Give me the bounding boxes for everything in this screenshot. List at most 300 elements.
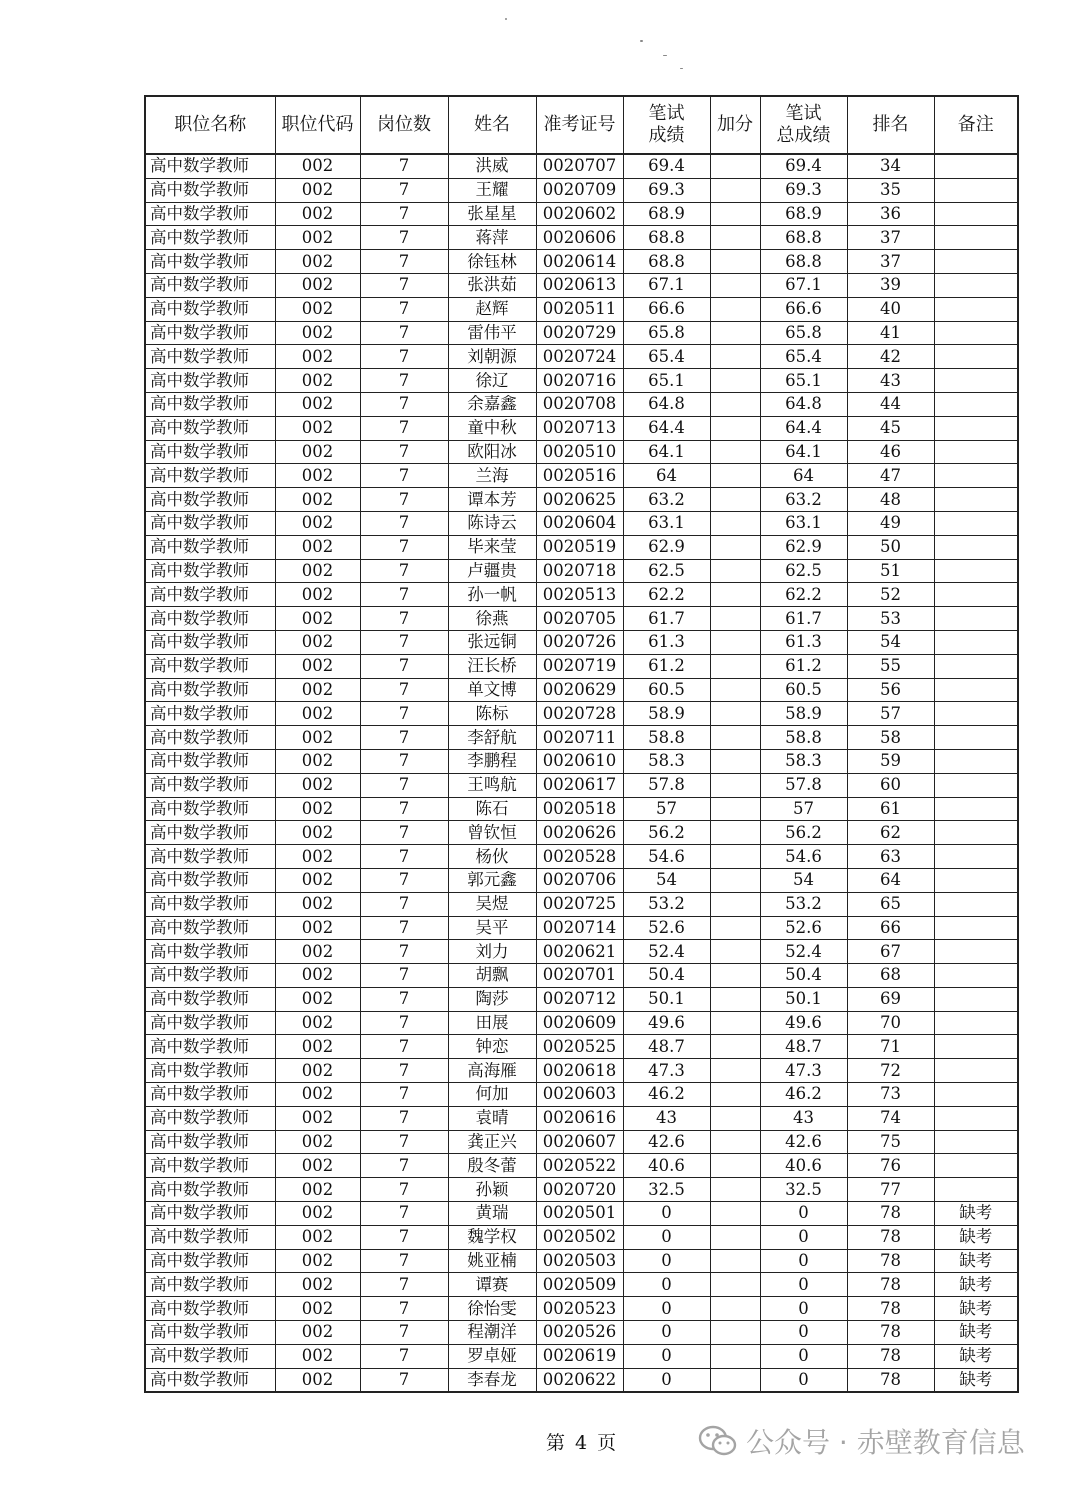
cell-total-score: 61.2 [760, 654, 847, 678]
cell-remark [934, 226, 1018, 250]
cell-position-name: 高中数学教师 [145, 559, 275, 583]
cell-ticket-no: 0020716 [536, 369, 623, 393]
table-row [145, 250, 1018, 274]
table-row [145, 1035, 1018, 1059]
cell-openings: 7 [360, 987, 448, 1011]
table-row [145, 202, 1018, 226]
cell-bonus [710, 964, 760, 988]
cell-position-code: 002 [275, 940, 360, 964]
cell-ticket-no: 0020725 [536, 892, 623, 916]
cell-name: 张星星 [448, 202, 536, 226]
cell-bonus [710, 726, 760, 750]
cell-openings: 7 [360, 202, 448, 226]
cell-remark [934, 821, 1018, 845]
cell-bonus [710, 916, 760, 940]
cell-name: 陈标 [448, 702, 536, 726]
cell-ticket-no: 0020621 [536, 940, 623, 964]
cell-position-code: 002 [275, 1297, 360, 1321]
cell-position-code: 002 [275, 1368, 360, 1392]
table-row [145, 226, 1018, 250]
cell-written-score: 64.8 [623, 392, 710, 416]
cell-name: 卢疆贵 [448, 559, 536, 583]
cell-written-score: 53.2 [623, 892, 710, 916]
cell-total-score: 0 [760, 1273, 847, 1297]
cell-written-score: 64 [623, 464, 710, 488]
cell-position-code: 002 [275, 440, 360, 464]
cell-rank: 78 [847, 1249, 934, 1273]
cell-position-name: 高中数学教师 [145, 440, 275, 464]
cell-position-code: 002 [275, 369, 360, 393]
cell-written-score: 65.1 [623, 369, 710, 393]
cell-bonus [710, 154, 760, 178]
header-position-code: 职位代码 [275, 96, 360, 154]
cell-remark [934, 987, 1018, 1011]
cell-ticket-no: 0020619 [536, 1344, 623, 1368]
cell-position-name: 高中数学教师 [145, 654, 275, 678]
cell-remark [934, 369, 1018, 393]
cell-remark: 缺考 [934, 1273, 1018, 1297]
table-row [145, 321, 1018, 345]
cell-remark: 缺考 [934, 1225, 1018, 1249]
cell-rank: 60 [847, 773, 934, 797]
cell-total-score: 68.9 [760, 202, 847, 226]
cell-bonus [710, 892, 760, 916]
cell-position-name: 高中数学教师 [145, 345, 275, 369]
cell-openings: 7 [360, 1130, 448, 1154]
cell-total-score: 50.1 [760, 987, 847, 1011]
cell-bonus [710, 178, 760, 202]
cell-written-score: 0 [623, 1202, 710, 1226]
cell-name: 赵辉 [448, 297, 536, 321]
cell-bonus [710, 1106, 760, 1130]
table-row [145, 273, 1018, 297]
cell-position-code: 002 [275, 1321, 360, 1345]
cell-total-score: 65.4 [760, 345, 847, 369]
cell-name: 洪威 [448, 154, 536, 178]
table-row [145, 369, 1018, 393]
cell-written-score: 0 [623, 1225, 710, 1249]
cell-remark [934, 940, 1018, 964]
cell-position-name: 高中数学教师 [145, 1297, 275, 1321]
cell-ticket-no: 0020711 [536, 726, 623, 750]
cell-openings: 7 [360, 1297, 448, 1321]
cell-total-score: 53.2 [760, 892, 847, 916]
table-row [145, 964, 1018, 988]
cell-ticket-no: 0020616 [536, 1106, 623, 1130]
cell-position-name: 高中数学教师 [145, 773, 275, 797]
cell-openings: 7 [360, 1154, 448, 1178]
cell-openings: 7 [360, 559, 448, 583]
cell-position-name: 高中数学教师 [145, 321, 275, 345]
cell-remark [934, 892, 1018, 916]
cell-name: 田展 [448, 1011, 536, 1035]
cell-total-score: 58.3 [760, 749, 847, 773]
header-name: 姓名 [448, 96, 536, 154]
cell-name: 谭本芳 [448, 488, 536, 512]
cell-rank: 61 [847, 797, 934, 821]
cell-position-name: 高中数学教师 [145, 1225, 275, 1249]
cell-position-name: 高中数学教师 [145, 702, 275, 726]
table-row [145, 1083, 1018, 1107]
cell-bonus [710, 440, 760, 464]
cell-ticket-no: 0020523 [536, 1297, 623, 1321]
cell-ticket-no: 0020519 [536, 535, 623, 559]
cell-bonus [710, 1273, 760, 1297]
table-row [145, 1202, 1018, 1226]
cell-total-score: 58.8 [760, 726, 847, 750]
cell-bonus [710, 1035, 760, 1059]
cell-name: 郭元鑫 [448, 868, 536, 892]
cell-rank: 71 [847, 1035, 934, 1059]
cell-position-name: 高中数学教师 [145, 1249, 275, 1273]
cell-written-score: 32.5 [623, 1178, 710, 1202]
cell-position-code: 002 [275, 964, 360, 988]
table-row [145, 797, 1018, 821]
cell-rank: 37 [847, 250, 934, 274]
cell-written-score: 61.2 [623, 654, 710, 678]
cell-total-score: 52.4 [760, 940, 847, 964]
cell-position-name: 高中数学教师 [145, 1202, 275, 1226]
cell-name: 黄瑞 [448, 1202, 536, 1226]
cell-total-score: 52.6 [760, 916, 847, 940]
table-row [145, 297, 1018, 321]
cell-ticket-no: 0020708 [536, 392, 623, 416]
cell-openings: 7 [360, 678, 448, 702]
cell-ticket-no: 0020705 [536, 607, 623, 631]
cell-bonus [710, 1130, 760, 1154]
cell-written-score: 43 [623, 1106, 710, 1130]
cell-written-score: 68.8 [623, 250, 710, 274]
cell-position-name: 高中数学教师 [145, 1083, 275, 1107]
cell-position-name: 高中数学教师 [145, 297, 275, 321]
cell-bonus [710, 583, 760, 607]
cell-total-score: 0 [760, 1225, 847, 1249]
cell-total-score: 0 [760, 1368, 847, 1392]
cell-remark [934, 797, 1018, 821]
table-row [145, 630, 1018, 654]
cell-position-code: 002 [275, 1059, 360, 1083]
cell-rank: 45 [847, 416, 934, 440]
cell-total-score: 57 [760, 797, 847, 821]
cell-ticket-no: 0020729 [536, 321, 623, 345]
table-row [145, 678, 1018, 702]
cell-position-code: 002 [275, 868, 360, 892]
cell-name: 刘朝源 [448, 345, 536, 369]
table-row [145, 1059, 1018, 1083]
cell-remark [934, 630, 1018, 654]
cell-openings: 7 [360, 464, 448, 488]
cell-rank: 68 [847, 964, 934, 988]
cell-position-name: 高中数学教师 [145, 868, 275, 892]
cell-written-score: 47.3 [623, 1059, 710, 1083]
cell-position-code: 002 [275, 154, 360, 178]
cell-openings: 7 [360, 273, 448, 297]
header-bonus: 加分 [710, 96, 760, 154]
cell-name: 罗卓娅 [448, 1344, 536, 1368]
cell-ticket-no: 0020501 [536, 1202, 623, 1226]
cell-remark [934, 440, 1018, 464]
cell-remark [934, 702, 1018, 726]
cell-openings: 7 [360, 749, 448, 773]
cell-ticket-no: 0020617 [536, 773, 623, 797]
cell-position-code: 002 [275, 250, 360, 274]
cell-openings: 7 [360, 773, 448, 797]
cell-bonus [710, 607, 760, 631]
cell-ticket-no: 0020528 [536, 845, 623, 869]
cell-openings: 7 [360, 1344, 448, 1368]
cell-total-score: 50.4 [760, 964, 847, 988]
table-row [145, 1154, 1018, 1178]
cell-openings: 7 [360, 1368, 448, 1392]
cell-written-score: 49.6 [623, 1011, 710, 1035]
cell-written-score: 60.5 [623, 678, 710, 702]
cell-bonus [710, 940, 760, 964]
cell-total-score: 68.8 [760, 250, 847, 274]
cell-rank: 72 [847, 1059, 934, 1083]
cell-ticket-no: 0020713 [536, 416, 623, 440]
cell-total-score: 54 [760, 868, 847, 892]
cell-bonus [710, 1202, 760, 1226]
cell-openings: 7 [360, 630, 448, 654]
cell-openings: 7 [360, 821, 448, 845]
cell-ticket-no: 0020622 [536, 1368, 623, 1392]
cell-remark [934, 297, 1018, 321]
cell-openings: 7 [360, 916, 448, 940]
cell-written-score: 52.6 [623, 916, 710, 940]
cell-written-score: 54 [623, 868, 710, 892]
cell-bonus [710, 987, 760, 1011]
cell-total-score: 43 [760, 1106, 847, 1130]
cell-position-code: 002 [275, 1154, 360, 1178]
header-ticket-no: 准考证号 [536, 96, 623, 154]
cell-ticket-no: 0020511 [536, 297, 623, 321]
cell-position-code: 002 [275, 1202, 360, 1226]
cell-total-score: 56.2 [760, 821, 847, 845]
cell-bonus [710, 868, 760, 892]
cell-written-score: 57.8 [623, 773, 710, 797]
cell-bonus [710, 1011, 760, 1035]
cell-total-score: 65.8 [760, 321, 847, 345]
cell-total-score: 58.9 [760, 702, 847, 726]
header-total-score [760, 96, 847, 154]
scan-speck [505, 18, 507, 20]
cell-position-code: 002 [275, 1011, 360, 1035]
cell-rank: 37 [847, 226, 934, 250]
cell-rank: 70 [847, 1011, 934, 1035]
cell-position-code: 002 [275, 416, 360, 440]
cell-position-code: 002 [275, 773, 360, 797]
cell-written-score: 62.2 [623, 583, 710, 607]
cell-rank: 62 [847, 821, 934, 845]
cell-remark [934, 392, 1018, 416]
cell-position-code: 002 [275, 845, 360, 869]
cell-name: 吴煜 [448, 892, 536, 916]
header-total-score-line1: 笔试 [785, 103, 822, 124]
cell-written-score: 62.5 [623, 559, 710, 583]
cell-rank: 43 [847, 369, 934, 393]
cell-name: 胡飘 [448, 964, 536, 988]
watermark [698, 1423, 1025, 1459]
cell-total-score: 64.1 [760, 440, 847, 464]
cell-rank: 57 [847, 702, 934, 726]
cell-rank: 48 [847, 488, 934, 512]
cell-ticket-no: 0020706 [536, 868, 623, 892]
cell-ticket-no: 0020604 [536, 511, 623, 535]
cell-name: 谭赛 [448, 1273, 536, 1297]
cell-position-code: 002 [275, 678, 360, 702]
scan-speck [640, 40, 643, 42]
table-row [145, 345, 1018, 369]
cell-rank: 77 [847, 1178, 934, 1202]
cell-written-score: 61.7 [623, 607, 710, 631]
table-row [145, 1011, 1018, 1035]
table-row [145, 916, 1018, 940]
cell-ticket-no: 0020614 [536, 250, 623, 274]
cell-ticket-no: 0020726 [536, 630, 623, 654]
table-row [145, 821, 1018, 845]
cell-position-code: 002 [275, 559, 360, 583]
cell-written-score: 48.7 [623, 1035, 710, 1059]
table-row [145, 940, 1018, 964]
cell-total-score: 64.4 [760, 416, 847, 440]
cell-bonus [710, 345, 760, 369]
cell-name: 曾钦恒 [448, 821, 536, 845]
cell-ticket-no: 0020510 [536, 440, 623, 464]
cell-position-code: 002 [275, 321, 360, 345]
cell-written-score: 52.4 [623, 940, 710, 964]
cell-position-name: 高中数学教师 [145, 273, 275, 297]
cell-name: 徐怡雯 [448, 1297, 536, 1321]
cell-name: 雷伟平 [448, 321, 536, 345]
cell-position-code: 002 [275, 987, 360, 1011]
cell-name: 余嘉鑫 [448, 392, 536, 416]
cell-remark [934, 202, 1018, 226]
cell-rank: 76 [847, 1154, 934, 1178]
cell-openings: 7 [360, 726, 448, 750]
cell-ticket-no: 0020526 [536, 1321, 623, 1345]
cell-position-code: 002 [275, 1106, 360, 1130]
cell-bonus [710, 250, 760, 274]
cell-ticket-no: 0020522 [536, 1154, 623, 1178]
table-row [145, 987, 1018, 1011]
cell-remark [934, 726, 1018, 750]
cell-position-name: 高中数学教师 [145, 488, 275, 512]
header-position-name: 职位名称 [145, 96, 275, 154]
cell-position-name: 高中数学教师 [145, 892, 275, 916]
cell-position-name: 高中数学教师 [145, 678, 275, 702]
cell-openings: 7 [360, 583, 448, 607]
cell-written-score: 0 [623, 1297, 710, 1321]
cell-position-name: 高中数学教师 [145, 1035, 275, 1059]
cell-position-name: 高中数学教师 [145, 1368, 275, 1392]
table-row [145, 726, 1018, 750]
cell-written-score: 65.4 [623, 345, 710, 369]
cell-remark [934, 273, 1018, 297]
cell-openings: 7 [360, 702, 448, 726]
cell-written-score: 40.6 [623, 1154, 710, 1178]
cell-rank: 42 [847, 345, 934, 369]
cell-rank: 54 [847, 630, 934, 654]
cell-openings: 7 [360, 1011, 448, 1035]
cell-total-score: 67.1 [760, 273, 847, 297]
cell-remark [934, 583, 1018, 607]
cell-total-score: 48.7 [760, 1035, 847, 1059]
cell-name: 李舒航 [448, 726, 536, 750]
cell-written-score: 62.9 [623, 535, 710, 559]
page-number: 第 4 页 [546, 1432, 619, 1454]
cell-position-code: 002 [275, 797, 360, 821]
cell-written-score: 0 [623, 1368, 710, 1392]
cell-position-name: 高中数学教师 [145, 916, 275, 940]
cell-name: 高海雁 [448, 1059, 536, 1083]
cell-remark [934, 511, 1018, 535]
cell-position-name: 高中数学教师 [145, 1130, 275, 1154]
cell-remark [934, 250, 1018, 274]
cell-total-score: 0 [760, 1202, 847, 1226]
cell-name: 陈石 [448, 797, 536, 821]
cell-ticket-no: 0020503 [536, 1249, 623, 1273]
cell-bonus [710, 273, 760, 297]
cell-total-score: 65.1 [760, 369, 847, 393]
cell-position-name: 高中数学教师 [145, 749, 275, 773]
cell-written-score: 0 [623, 1321, 710, 1345]
cell-openings: 7 [360, 488, 448, 512]
cell-position-name: 高中数学教师 [145, 630, 275, 654]
cell-openings: 7 [360, 964, 448, 988]
cell-openings: 7 [360, 511, 448, 535]
cell-openings: 7 [360, 1035, 448, 1059]
cell-remark [934, 464, 1018, 488]
cell-openings: 7 [360, 535, 448, 559]
cell-name: 陈诗云 [448, 511, 536, 535]
table-row [145, 1130, 1018, 1154]
cell-position-name: 高中数学教师 [145, 987, 275, 1011]
cell-rank: 63 [847, 845, 934, 869]
cell-ticket-no: 0020701 [536, 964, 623, 988]
table-row [145, 416, 1018, 440]
cell-name: 孙颖 [448, 1178, 536, 1202]
cell-rank: 44 [847, 392, 934, 416]
cell-position-code: 002 [275, 1344, 360, 1368]
cell-remark [934, 416, 1018, 440]
cell-remark [934, 845, 1018, 869]
cell-position-name: 高中数学教师 [145, 583, 275, 607]
cell-ticket-no: 0020709 [536, 178, 623, 202]
cell-ticket-no: 0020714 [536, 916, 623, 940]
cell-ticket-no: 0020509 [536, 1273, 623, 1297]
cell-name: 汪长桥 [448, 654, 536, 678]
table-row [145, 1249, 1018, 1273]
cell-written-score: 0 [623, 1344, 710, 1368]
cell-name: 欧阳冰 [448, 440, 536, 464]
cell-position-name: 高中数学教师 [145, 416, 275, 440]
cell-bonus [710, 226, 760, 250]
cell-name: 何加 [448, 1083, 536, 1107]
cell-total-score: 63.2 [760, 488, 847, 512]
cell-rank: 73 [847, 1083, 934, 1107]
cell-total-score: 42.6 [760, 1130, 847, 1154]
cell-ticket-no: 0020602 [536, 202, 623, 226]
cell-total-score: 66.6 [760, 297, 847, 321]
cell-total-score: 69.4 [760, 154, 847, 178]
cell-ticket-no: 0020513 [536, 583, 623, 607]
cell-remark [934, 178, 1018, 202]
cell-ticket-no: 0020625 [536, 488, 623, 512]
cell-written-score: 58.8 [623, 726, 710, 750]
cell-position-code: 002 [275, 178, 360, 202]
cell-rank: 39 [847, 273, 934, 297]
cell-bonus [710, 845, 760, 869]
